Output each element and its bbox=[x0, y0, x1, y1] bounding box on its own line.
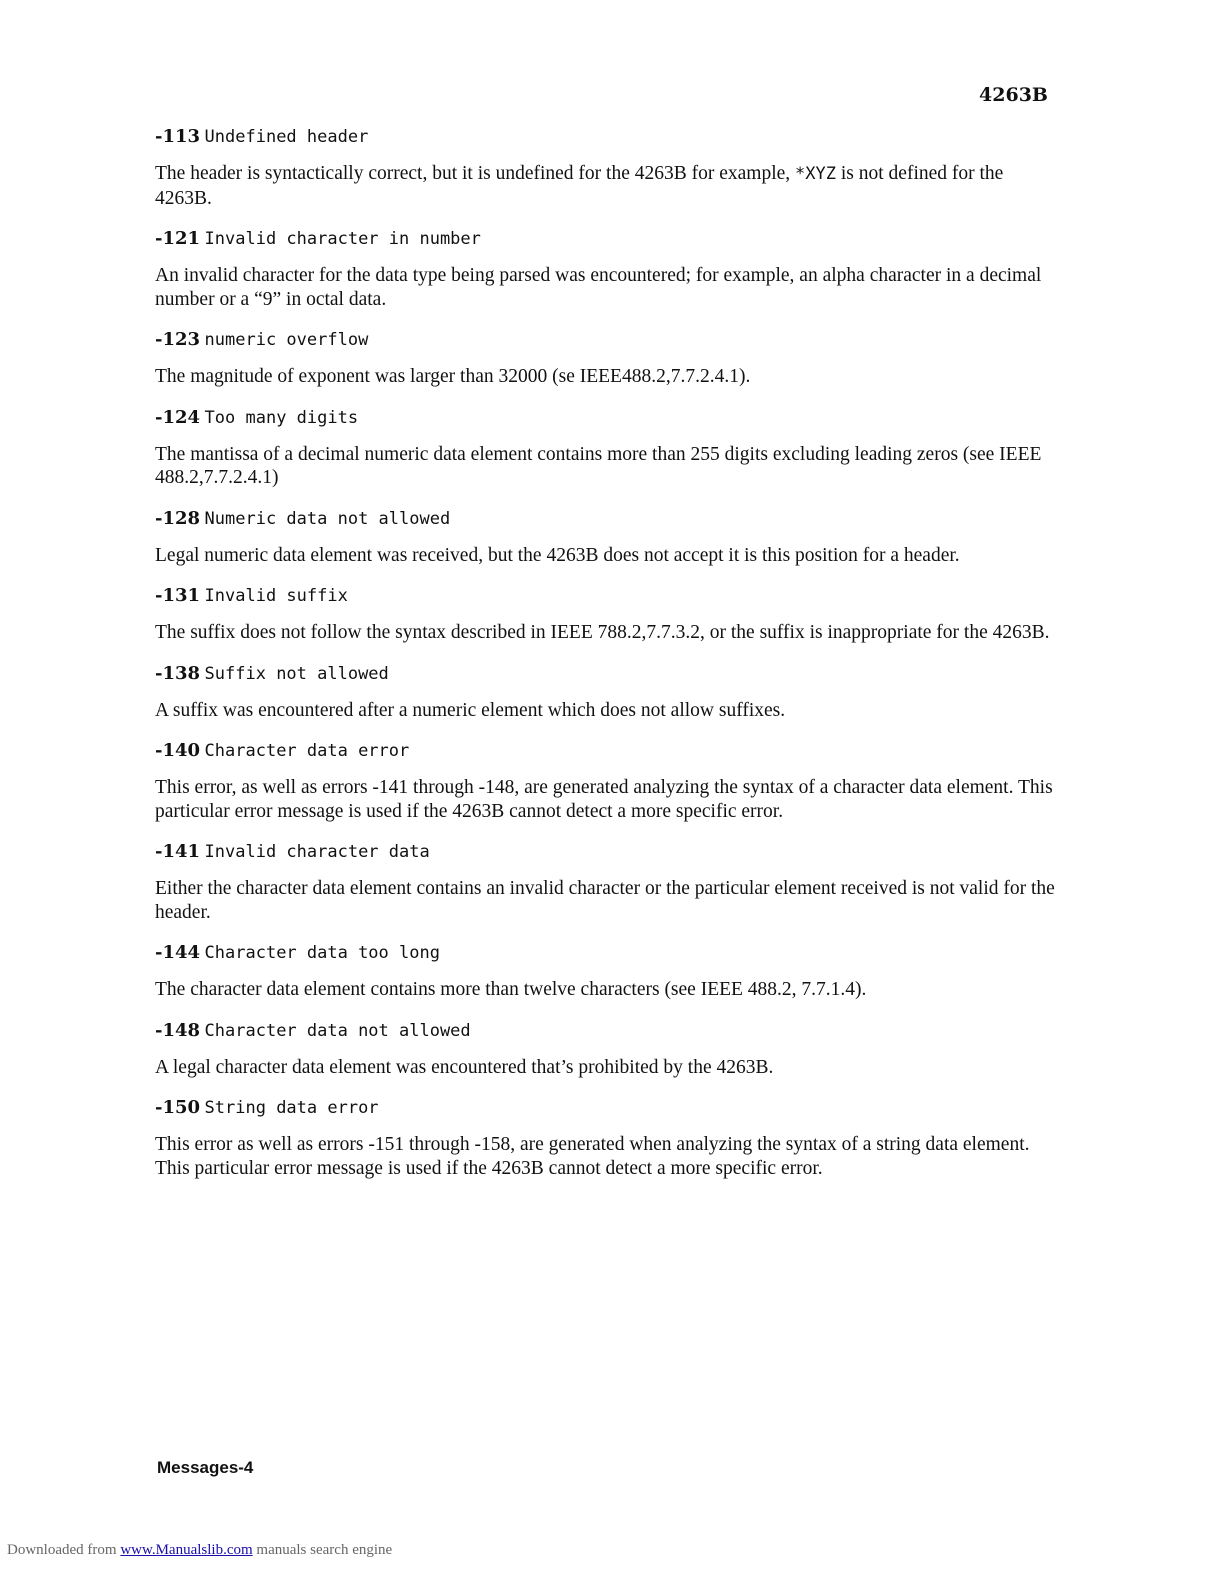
message-entry bbox=[155, 124, 1065, 210]
message-description: The suffix does not follow the syntax described in IEEE 788.2,7.7.3.2, or the suffix is inappropriate for the 4263B. bbox=[155, 622, 1050, 643]
error-code: -124 bbox=[155, 406, 201, 428]
error-code: -121 bbox=[155, 228, 201, 249]
message-description: Legal numeric data element was received, but the 4263B does not accept it is this position for a header. bbox=[155, 544, 960, 566]
message-entry bbox=[155, 661, 1065, 723]
page-footer-label: Messages-4 bbox=[157, 1458, 254, 1477]
error-name: Too many digits bbox=[204, 407, 359, 428]
download-credit bbox=[7, 1542, 392, 1559]
error-code: -140 bbox=[155, 740, 201, 761]
message-description: A suffix was encountered after a numeric element which does not allow suffixes. bbox=[155, 699, 786, 721]
message-description: The character data element contains more than twelve characters (see IEEE 488.2, 7.7.1.4). bbox=[155, 979, 867, 1000]
message-title bbox=[155, 839, 1065, 863]
message-description bbox=[155, 162, 1065, 210]
message-entry bbox=[155, 405, 1065, 490]
page-header-model: 4263B bbox=[979, 84, 1048, 106]
message-description: The mantissa of a decimal numeric data element contains more than 255 digits excluding leading zeros (see IEEE 488.2,7.7.2.4.1) bbox=[155, 443, 1042, 488]
message-entry bbox=[155, 1018, 1065, 1080]
error-name: Numeric data not allowed bbox=[204, 508, 451, 529]
message-entry bbox=[155, 327, 1065, 389]
error-name: Character data error bbox=[204, 741, 410, 761]
message-description: A legal character data element was encountered that’s prohibited by the 4263B. bbox=[155, 1056, 774, 1078]
message-title bbox=[155, 226, 1065, 250]
message-entry bbox=[155, 1095, 1065, 1180]
message-list bbox=[155, 124, 1065, 1180]
error-code: -141 bbox=[155, 841, 201, 862]
message-title bbox=[155, 661, 1065, 685]
error-name: String data error bbox=[204, 1098, 379, 1118]
message-description: This error, as well as errors -141 through -148, are generated analyzing the syntax of a character data element. This particular error message is used if the 4263B cannot detect a more specific error. bbox=[155, 777, 1053, 822]
description-text: is not defined for the 4263B. bbox=[155, 163, 1004, 209]
message-description: Either the character data element contains an invalid character or the particular element received is not valid for the header. bbox=[155, 878, 1055, 923]
message-entry bbox=[155, 839, 1065, 924]
error-name: Suffix not allowed bbox=[204, 663, 389, 684]
error-name: Character data not allowed bbox=[204, 1020, 471, 1041]
message-title bbox=[155, 124, 1065, 148]
error-name: numeric overflow bbox=[204, 330, 369, 350]
error-code: -150 bbox=[155, 1097, 201, 1118]
error-code: -113 bbox=[155, 126, 201, 147]
error-name: Undefined header bbox=[204, 127, 369, 147]
message-title bbox=[155, 327, 1065, 351]
message-title bbox=[155, 583, 1065, 607]
manualslib-link[interactable]: www.Manualslib.com bbox=[120, 1542, 253, 1558]
error-code: -148 bbox=[155, 1019, 201, 1041]
message-entry bbox=[155, 506, 1065, 568]
error-name: Invalid character data bbox=[204, 842, 430, 862]
download-suffix: manuals search engine bbox=[252, 1542, 393, 1558]
download-prefix: Downloaded from bbox=[7, 1542, 121, 1558]
error-code: -123 bbox=[155, 329, 201, 350]
message-title bbox=[155, 405, 1065, 429]
message-title bbox=[155, 940, 1065, 964]
message-description: An invalid character for the data type being parsed was encountered; for example, an alpha character in a decimal number or a “9” in octal data. bbox=[155, 265, 1042, 310]
message-entry bbox=[155, 583, 1065, 645]
description-code: *XYZ bbox=[795, 164, 836, 184]
message-title bbox=[155, 1095, 1065, 1119]
error-name: Character data too long bbox=[204, 943, 440, 963]
error-name: Invalid character in number bbox=[204, 229, 481, 249]
error-code: -128 bbox=[155, 507, 201, 529]
message-description: The magnitude of exponent was larger than 32000 (se IEEE488.2,7.7.2.4.1). bbox=[155, 366, 751, 387]
error-code: -131 bbox=[155, 585, 201, 606]
message-entry bbox=[155, 226, 1065, 311]
message-title bbox=[155, 1018, 1065, 1042]
message-description: This error as well as errors -151 through -158, are generated when analyzing the syntax of a string data element. This particular error message is used if the 4263B cannot detect a more specific error. bbox=[155, 1134, 1030, 1179]
error-code: -144 bbox=[155, 942, 201, 963]
message-title bbox=[155, 738, 1065, 762]
error-code: -138 bbox=[155, 662, 201, 684]
message-entry bbox=[155, 738, 1065, 823]
error-name: Invalid suffix bbox=[204, 586, 348, 606]
description-text: The header is syntactically correct, but it is undefined for the 4263B for example, bbox=[155, 163, 796, 184]
message-entry bbox=[155, 940, 1065, 1002]
message-title bbox=[155, 506, 1065, 530]
